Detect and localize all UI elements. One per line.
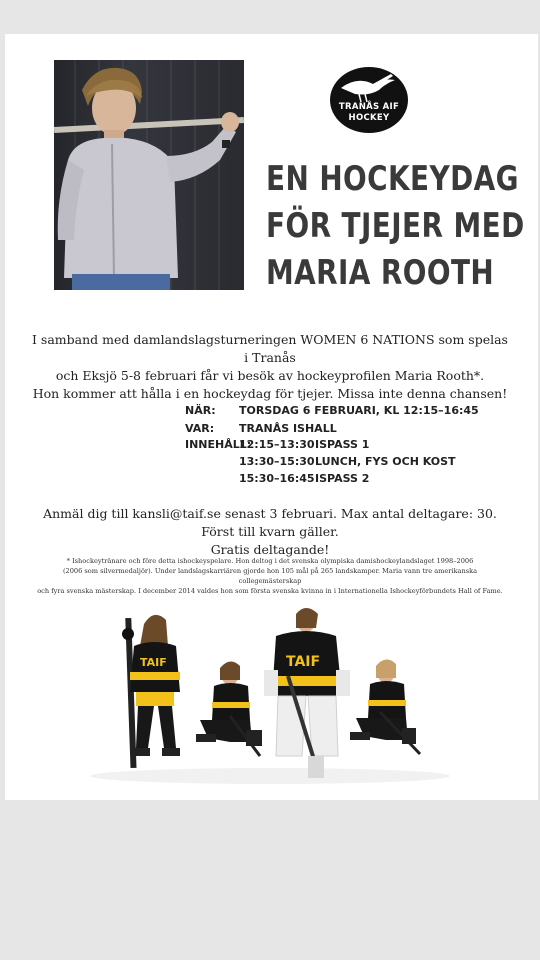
headline-line-2: FÖR TJEJER MED [266,206,525,246]
maria-rooth-portrait [54,60,244,290]
intro-line-2: och Eksjö 5-8 februari får vi besök av hockeyprofilen Maria Rooth*. [55,368,485,383]
schedule-time: 15:30–16:45 [239,472,315,485]
signup-line-2: Gratis deltagande! [210,542,330,557]
logo-text-line1: TRANÅS AIF [338,102,400,112]
svg-text:TAIF: TAIF [286,654,321,670]
signup-info [30,505,510,559]
schedule-time: 13:30–15:30 [239,455,315,468]
footnote [34,556,506,596]
footnote-line-1: * Ishockeytränare och före detta ishockeyspelare. Hon deltog i det svenska olympiska damishockeylandslaget 1998–2006 [66,557,474,565]
footnote-line-2: (2006 som silvermedaljör). Under landslagskarriären gjorde hon 105 mål på 265 landskamper. Maria vann tre amerikanska collegemästerskap [62,567,478,585]
headline-line-1: EN HOCKEYDAG [266,159,519,199]
intro-line-1: I samband med damlandslagsturneringen WOMEN 6 NATIONS som spelas i Tranås [32,332,508,365]
footnote-line-3: och fyra svenska mästerskap. I december 2014 valdes hon som första svenska kvinna in i Internationella Ishockeyförbundets Hall of Fame. [37,587,503,595]
signup-line-1: Anmäl dig till kansli@taif.se senast 3 februari. Max antal deltagare: 30. Först till kvarn gäller. [43,506,497,539]
intro-paragraph [30,331,510,403]
schedule-time: 12:15–13:30 [239,438,315,451]
where-value: TRANÅS ISHALL [239,422,337,435]
when-value: TORSDAG 6 FEBRUARI, KL 12:15–16:45 [239,404,479,417]
headline-line-3: MARIA ROOTH [266,253,495,293]
schedule-activity: LUNCH, FYS OCH KOST [315,455,456,468]
schedule-activity: ISPASS 2 [315,472,370,485]
logo-text-line2: HOCKEY [348,113,390,123]
svg-text:TAIF: TAIF [140,656,167,669]
top-bar [0,0,540,34]
headline [266,156,525,297]
schedule-activity: ISPASS 1 [315,438,370,451]
tranas-aif-hockey-logo [329,66,409,134]
where-label: VAR: [185,422,215,435]
team-players-photo [80,606,460,786]
intro-line-3: Hon kommer att hålla i en hockeydag för tjejer. Missa inte denna chansen! [32,386,508,401]
when-label: NÄR: [185,404,216,417]
content-label: INNEHÅLL: [185,438,252,451]
